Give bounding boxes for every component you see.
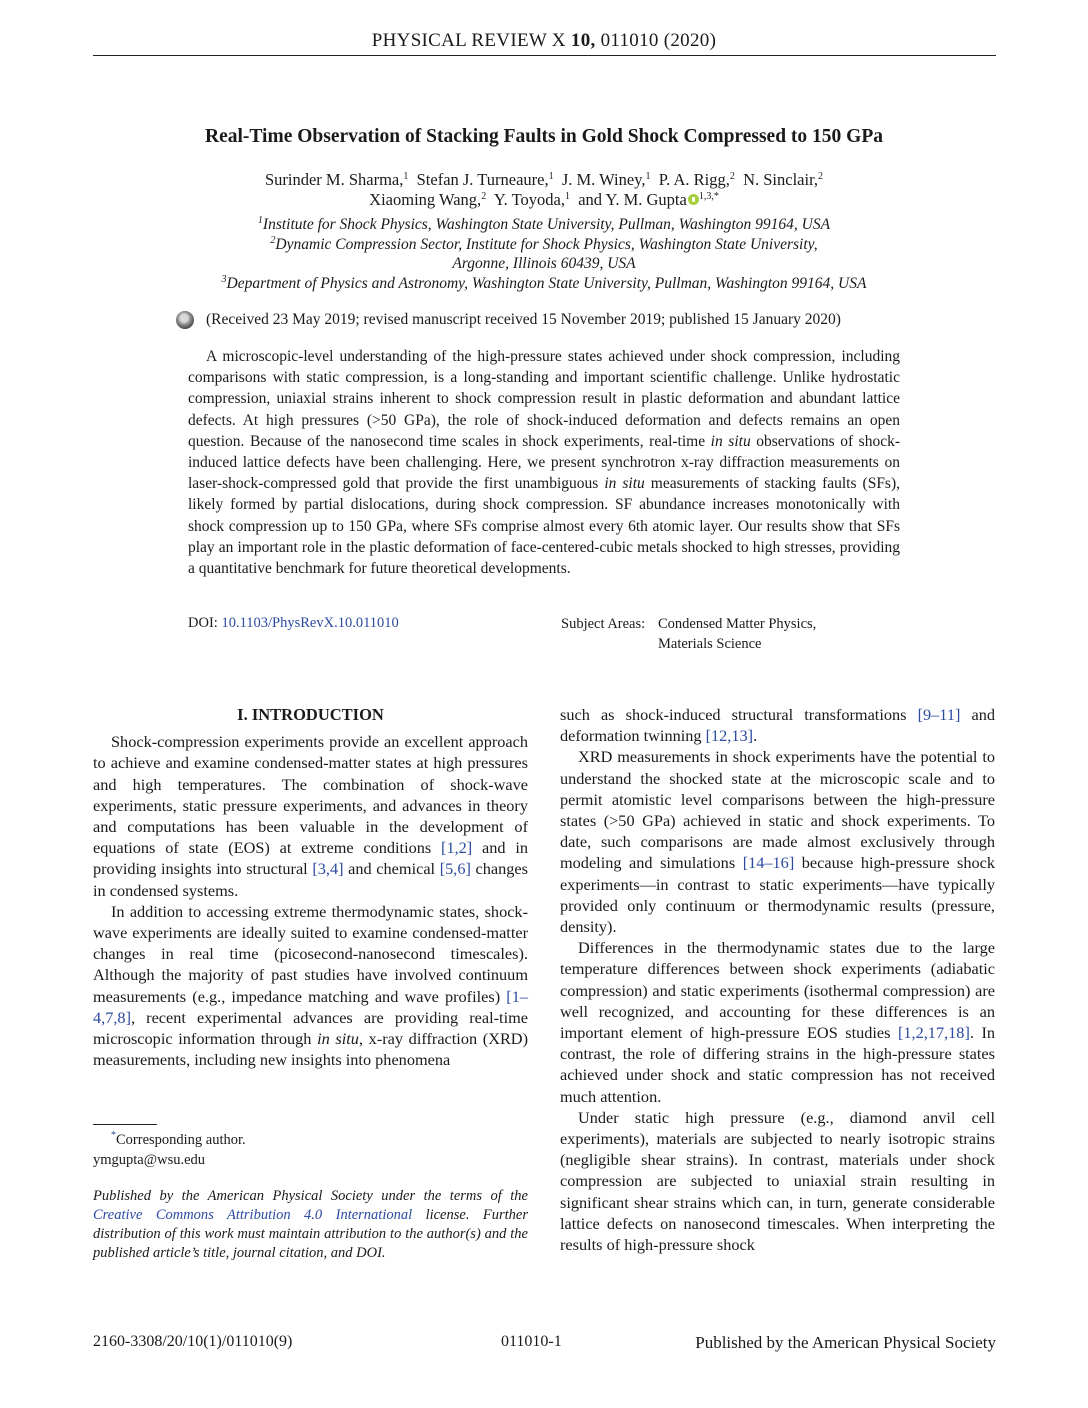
footnote-rule (93, 1124, 157, 1125)
author: and Y. M. Gupta $^{1,3,*}$ (578, 190, 719, 209)
doi-label: DOI: (188, 615, 218, 631)
body-text: , recent experimental advances are providing real-time microscopic information through (93, 1007, 528, 1049)
journal-name: PHYSICAL REVIEW X (371, 30, 566, 51)
citation-link[interactable]: [14–16] (742, 853, 795, 873)
body-text: and chemical (343, 859, 440, 879)
publisher-note: Published by the American Physical Society (695, 1333, 996, 1352)
right-column (560, 704, 995, 1255)
author-line-2 (0, 190, 1088, 210)
body-text: Differences in the thermodynamic states due to the large temperature differences between shock experiments (adiabatic compression) and static experiments (isothermal compression) are well recognized, and accounting for these differences is an important element of high-pressure EOS studies (560, 938, 995, 1043)
subject-areas (561, 615, 817, 652)
subject-area: Materials Science (658, 635, 762, 652)
subject-label: Subject Areas: (561, 616, 646, 632)
body-text: Under static high pressure (e.g., diamond anvil cell experiments), materials are subjected to nearly isotropic strains (negligible shear strains). In contrast, materials under shock compression are subjected to uniaxial strain resulting in significant shear strains which can, in turn, generate considerable lattice defects on nanosecond timescales. When interpreting the results of high-pressure shock (560, 1107, 995, 1255)
affiliation-continued: Argonne, Illinois 60439, USA (452, 255, 636, 272)
body-text: . In contrast, the role of differing strains in the high-pressure states achieved under shock and static compression has not received much attention. (560, 1023, 996, 1106)
author: P. A. Rigg,$^2$ (658, 170, 735, 189)
paragraph (560, 704, 995, 746)
article-number-year: 011010 (2020) (600, 30, 717, 51)
author: N. Sinclair,$^2$ (743, 170, 824, 189)
body-text: changes in condensed systems. (93, 859, 528, 900)
orcid-icon[interactable] (688, 194, 699, 205)
subject-area: Condensed Matter Physics, (658, 616, 817, 632)
citation-link[interactable]: [1,2] (441, 838, 473, 858)
italic-text: in situ (317, 1029, 359, 1049)
author-line-1 (0, 170, 1088, 190)
doi (188, 615, 399, 632)
paragraph (93, 901, 528, 1071)
check-for-updates-icon[interactable] (176, 311, 194, 329)
journal-volume: 10, (570, 30, 596, 51)
issn-code: 2160-3308/20/10(1)/011010(9) (93, 1333, 293, 1350)
left-column (93, 704, 528, 1070)
author-email: ymgupta@wsu.edu (93, 1151, 206, 1168)
author-list (0, 170, 1088, 210)
citation-link[interactable]: [1,2,17,18] (897, 1023, 970, 1043)
author: Xiaoming Wang,$^2$ (369, 190, 487, 209)
affiliation-list (0, 215, 1088, 293)
affiliation: $^2$Dynamic Compression Sector, Institute for Shock Physics, Washington State University, (270, 234, 818, 253)
abstract: A microscopic-level understanding of the high-pressure states achieved under shock compression, including comparisons with static compression, is a long-standing and important scientific challenge. Unlike hydrostatic compression, uniaxial strains inherent to shock compression result in plastic deformation and abundant lattice defects. At high pressures (>50 GPa), the role of shock-induced deformation and defects remains an open question. Because of the nanosecond time scales in shock experiments, real-time in situ observations of shock-induced lattice defects have been challenging. Here, we present synchrotron x-ray diffraction measurements on laser-shock-compressed gold that provide the first unambiguous in situ measurements of stacking faults (SFs), likely formed by partial dislocations, during shock compression. SF abundance increases monotonically with shock compression up to 150 GPa, where SFs comprise almost every 6th atomic layer. Our results show that SFs play an important role in the plastic deformation of face-centered-cubic metals shocked to high stresses, providing a quantitative benchmark for future theoretical developments. (188, 348, 901, 578)
citation-link[interactable]: [3,4] (312, 859, 344, 879)
page-number: 011010-1 (501, 1333, 562, 1350)
body-text: XRD measurements in shock experiments have the potential to understand the shocked state at the microscopic scale and to permit atomistic level comparisons between the high-pressure states (>50 GPa) achieved in static and shock experiments. To date, such comparisons are made almost exclusively through modeling and simulations (560, 747, 995, 873)
header-rule (93, 55, 996, 56)
body-text: . (753, 726, 758, 746)
author: Y. Toyoda,$^1$ (493, 190, 570, 209)
paragraph (560, 937, 995, 1107)
citation-link[interactable]: [1–4,7,8] (93, 986, 528, 1027)
author: J. M. Winey,$^1$ (561, 170, 651, 189)
section-heading: I. INTRODUCTION (237, 705, 384, 724)
corresponding-author-note: *Corresponding author. (111, 1130, 246, 1148)
paragraph (560, 1107, 995, 1255)
affiliation: $^3$Department of Physics and Astronomy, Washington State University, Pullman, Washington 99164, USA (221, 273, 867, 292)
paragraph (93, 731, 528, 901)
body-text: In addition to accessing extreme thermodynamic states, shock-wave experiments are ideally suited to examine condensed-matter changes in real time (picosecond-nanosecond timescales). Although the majority of past studies have involved continuum measurements (e.g., impedance matching and wave profiles) (93, 901, 528, 1006)
paragraph (560, 746, 995, 937)
received-text: (Received 23 May 2019; revised manuscript received 15 November 2019; published 15 January 2020) (206, 311, 841, 328)
body-text: Shock-compression experiments provide an excellent approach to achieve and examine condensed-matter states at high pressures and high temperatures. The combination of shock-wave experiments, static pressure experiments, and advances in theory and computations has been valuable in the development of equations of state (EOS) at extreme conditions (93, 732, 528, 858)
footnotes (93, 1131, 528, 1170)
author: Surinder M. Sharma,$^1$ (264, 170, 409, 189)
body-text: such as shock-induced structural transformations (560, 705, 918, 724)
body-text: because high-pressure shock experiments—in contrast to static experiments—have typically provided only continuum or thermodynamic results (pressure, density). (560, 853, 995, 937)
journal-header (0, 30, 1088, 52)
license-link[interactable]: Creative Commons Attribution 4.0 International (93, 1207, 413, 1223)
body-text: , x-ray diffraction (XRD) measurements, including new insights into phenomena (93, 1029, 528, 1070)
affiliation: $^1$Institute for Shock Physics, Washington State University, Pullman, Washington 99164, USA (257, 215, 831, 233)
body-text: and in providing insights into structural (93, 838, 529, 879)
license-note: Published by the American Physical Society under the terms of the Creative Commons Attribution 4.0 International license. Further distribution of this work must maintain attribution to the author(s) and the published article’s title, journal citation, and DOI. (93, 1188, 528, 1261)
author: Stefan J. Turneaure,$^1$ (416, 170, 554, 189)
body-text: and deformation twinning (560, 705, 996, 746)
citation-link[interactable]: [5,6] (439, 859, 471, 879)
received-dates (176, 311, 936, 329)
citation-link[interactable]: [9–11] (917, 705, 961, 724)
doi-link[interactable]: 10.1103/PhysRevX.10.011010 (221, 615, 399, 631)
citation-link[interactable]: [12,13] (705, 726, 754, 746)
article-title: Real-Time Observation of Stacking Faults in Gold Shock Compressed to 150 GPa (204, 126, 884, 147)
